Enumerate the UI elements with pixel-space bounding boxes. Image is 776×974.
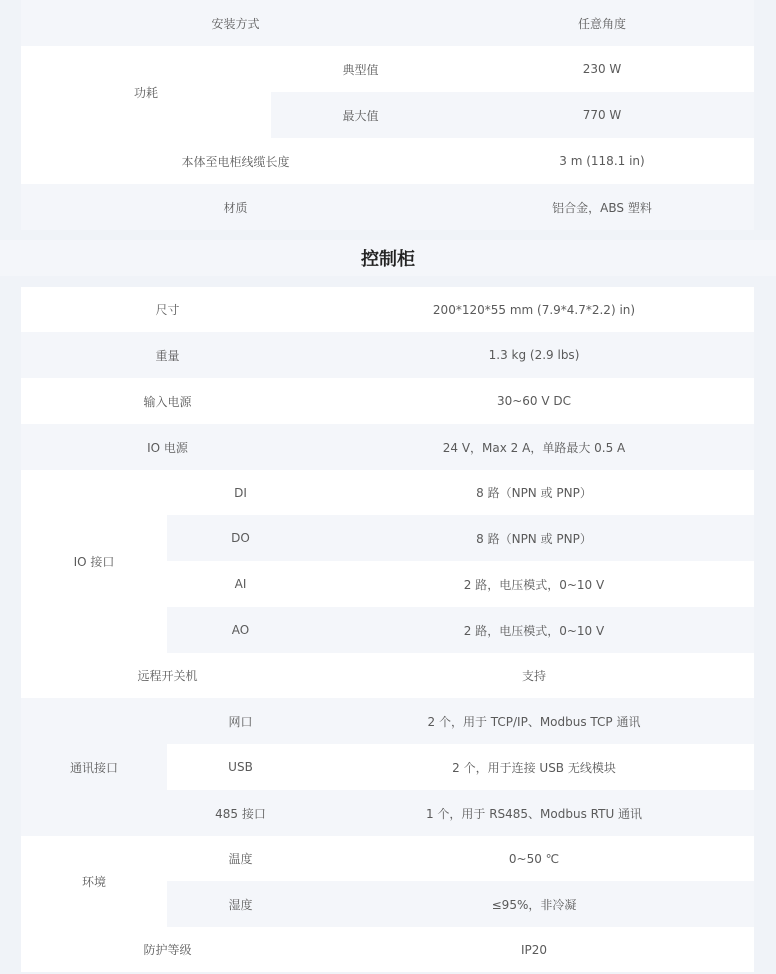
- install-method-label: 安装方式: [21, 0, 450, 46]
- cable-length-label: 本体至电柜线缆长度: [21, 138, 450, 184]
- input-power-value: 30~60 V DC: [314, 378, 754, 424]
- io-power-label: IO 电源: [21, 424, 314, 470]
- io-interface-label: IO 接口: [21, 470, 167, 653]
- comm-ethernet-value: 2 个，用于 TCP/IP、Modbus TCP 通讯: [314, 698, 754, 744]
- power-max-value: 770 W: [450, 92, 754, 138]
- comm-rs485-label: 485 接口: [167, 790, 314, 836]
- io-do-value: 8 路（NPN 或 PNP）: [314, 515, 754, 561]
- power-typical-label: 典型值: [271, 46, 450, 92]
- remote-power-value: 支持: [314, 653, 754, 698]
- power-max-label: 最大值: [271, 92, 450, 138]
- install-method-value: 任意角度: [450, 0, 754, 46]
- io-di-label: DI: [167, 470, 314, 515]
- input-power-label: 输入电源: [21, 378, 314, 424]
- env-temperature-value: 0~50 ℃: [314, 836, 754, 881]
- env-humidity-value: ≤95%，非冷凝: [314, 881, 754, 927]
- environment-label: 环境: [21, 836, 167, 927]
- io-ai-value: 2 路，电压模式，0~10 V: [314, 561, 754, 607]
- material-value: 铝合金，ABS 塑料: [450, 184, 754, 230]
- weight-label: 重量: [21, 332, 314, 378]
- protection-label: 防护等级: [21, 927, 314, 972]
- env-temperature-label: 温度: [167, 836, 314, 881]
- comm-usb-value: 2 个，用于连接 USB 无线模块: [314, 744, 754, 790]
- comm-ethernet-label: 网口: [167, 698, 314, 744]
- section-title-control-cabinet: 控制柜: [0, 240, 776, 276]
- material-label: 材质: [21, 184, 450, 230]
- remote-power-label: 远程开关机: [21, 653, 314, 698]
- weight-value: 1.3 kg (2.9 lbs): [314, 332, 754, 378]
- io-ao-value: 2 路，电压模式，0~10 V: [314, 607, 754, 653]
- comm-rs485-value: 1 个，用于 RS485、Modbus RTU 通讯: [314, 790, 754, 836]
- size-label: 尺寸: [21, 287, 314, 332]
- io-do-label: DO: [167, 515, 314, 561]
- env-humidity-label: 湿度: [167, 881, 314, 927]
- io-di-value: 8 路（NPN 或 PNP）: [314, 470, 754, 515]
- io-ao-label: AO: [167, 607, 314, 653]
- power-label: 功耗: [21, 46, 271, 138]
- comm-interface-label: 通讯接口: [21, 698, 167, 836]
- io-ai-label: AI: [167, 561, 314, 607]
- io-power-value: 24 V，Max 2 A，单路最大 0.5 A: [314, 424, 754, 470]
- power-typical-value: 230 W: [450, 46, 754, 92]
- cable-length-value: 3 m (118.1 in): [450, 138, 754, 184]
- comm-usb-label: USB: [167, 744, 314, 790]
- size-value: 200*120*55 mm (7.9*4.7*2.2) in): [314, 287, 754, 332]
- protection-value: IP20: [314, 927, 754, 972]
